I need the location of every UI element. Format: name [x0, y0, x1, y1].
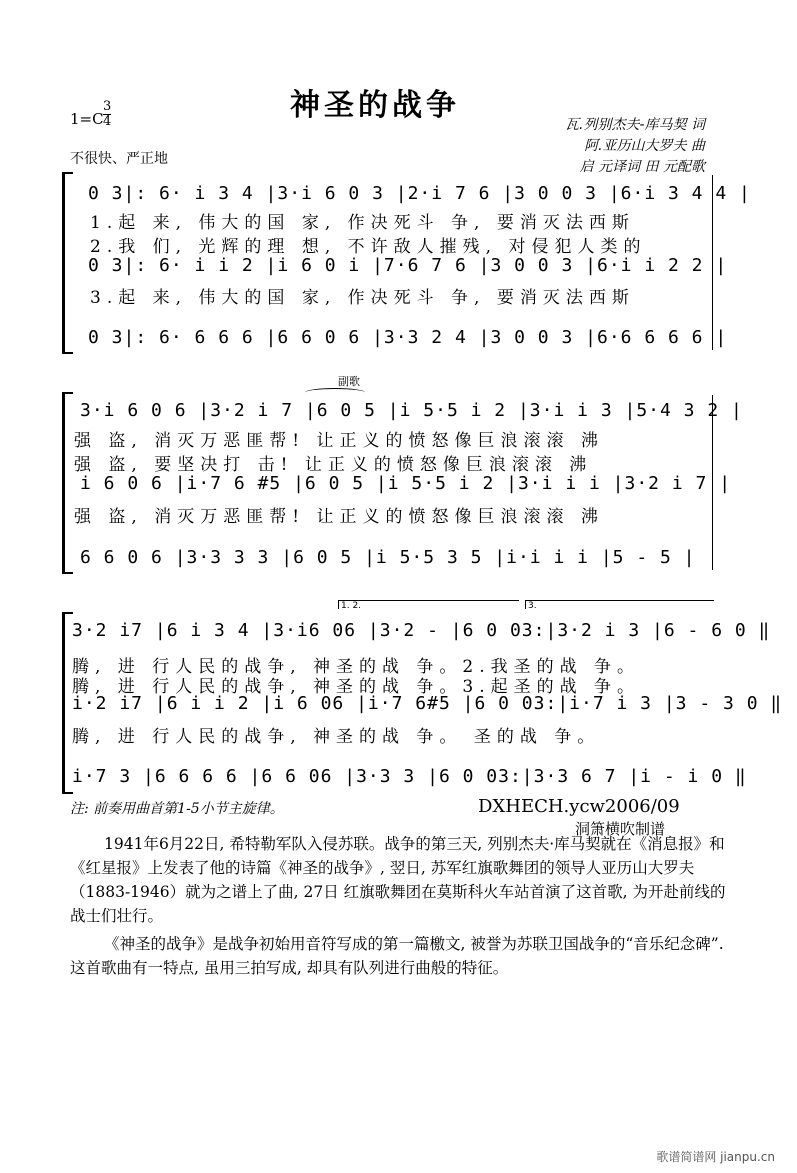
meter-bottom: 4 [103, 114, 112, 129]
s2-bass-notes: 6 6 0 6 |3·3 3 3 |6 0 5 |i 5·5 3 5 |i·i i i |5 - 5 | [80, 547, 696, 568]
ending-1-label: 1. 2. [341, 601, 362, 611]
transcriber-signature: DXHECH.ycw2006/09 [478, 796, 680, 817]
s1-alto-notes: 0 3|: 6· i i 2 |i 6 0 i |7·6 7 6 |3 0 0 3 |6·i i 2 2 | [88, 255, 728, 276]
s3-soprano-notes: 3·2 i7 |6 i 3 4 |3·i6 06 |3·2 - |6 0 03:|3·2 i 3 |6 - 6 0 ‖ [72, 620, 771, 641]
chorus-marking: 副歌 [338, 375, 360, 388]
song-title: 神圣的战争 [290, 88, 460, 123]
s3-lyric-verse1: 腾, 进 行人民的战争, 神圣的战 争。2.我圣的战 争。 [72, 657, 641, 677]
s3-lyric-verse2: 腾, 进 行人民的战争, 神圣的战 争。3.起圣的战 争。 [72, 677, 641, 697]
credit-lyricist: 瓦.列别杰夫-库马契 词 [565, 117, 705, 133]
s2-lyric-verse1: 强 盗, 消灭万恶匪帮! 让正义的愤怒像巨浪滚滚 沸 [74, 431, 604, 451]
credit-composer: 阿.亚历山大罗夫 曲 [584, 138, 705, 154]
site-watermark: 歌谱简谱网 jianpu.cn [656, 1150, 775, 1164]
ending-bracket-1 [338, 600, 519, 609]
s1-soprano-notes: 0 3|: 6· i 3 4 |3·i 6 0 3 |2·i 7 6 |3 0 0 3 |6·i 3 4 4 | [88, 183, 751, 204]
meter-top: 3 [103, 99, 112, 114]
s2-alto-notes: i 6 0 6 |i·7 6 #5 |6 0 5 |i 5·5 i 2 |3·i i i |3·2 i 7 | [80, 473, 732, 494]
s1-lyric-verse1: 1.起 来, 伟大的国 家, 作决死斗 争, 要消灭法西斯 [90, 213, 635, 233]
tempo-marking: 不很快、严正地 [70, 151, 168, 167]
s1-lyric-verse3: 3.起 来, 伟大的国 家, 作决死斗 争, 要消灭法西斯 [90, 288, 635, 308]
ending-bracket-2 [525, 600, 714, 609]
key-signature: 1=C [70, 110, 104, 128]
s2-lyric-verse3: 强 盗, 消灭万恶匪帮! 让正义的愤怒像巨浪滚滚 沸 [74, 507, 604, 527]
s2-soprano-notes: 3·i 6 0 6 |3·2 i 7 |6 0 5 |i 5·5 i 2 |3·i i 3 |5·4 3 2 | [80, 400, 743, 421]
s1-bass-notes: 0 3|: 6· 6 6 6 |6 6 0 6 |3·3 2 4 |3 0 0 3 |6·6 6 6 6 | [88, 327, 728, 348]
credit-translator: 启 元译词 田 元配歌 [579, 159, 705, 175]
footnote: 注: 前奏用曲首第1-5小节主旋律。 [70, 801, 284, 817]
system-1-bracket [62, 172, 73, 354]
slur [305, 388, 365, 397]
s3-bass-notes: i·7 3 |6 6 6 6 |6 6 06 |3·3 3 |6 0 03:|3·3 6 7 |i - i 0 ‖ [72, 766, 747, 787]
ending-2-label: 3. [528, 601, 537, 611]
system-2-bracket [62, 392, 73, 574]
history-paragraph-1: 1941年6月22日, 希特勒军队入侵苏联。战争的第三天, 列别杰夫·库马契就在《消息报》和《红星报》上发表了他的诗篇《神圣的战争》, 翌日, 苏军红旗歌舞团的领导人亚历山大罗夫（1883-1946）就为之谱上了曲, 27日 红旗歌舞团在莫斯科火车站首演了这首歌, 为开赴前线的战士们壮行。 [70, 835, 726, 925]
time-signature [103, 100, 111, 129]
s1-lyric-verse2: 2.我 们, 光辉的理 想, 不许敌人摧残, 对侵犯人类的 [90, 237, 647, 257]
s3-lyric-verse3: 腾, 进 行人民的战争, 神圣的战 争。 圣的战 争。 [72, 727, 601, 747]
s3-alto-notes: i·2 i7 |6 i i 2 |i 6 06 |i·7 6#5 |6 0 03:|i·7 i 3 |3 - 3 0 ‖ [72, 693, 783, 714]
transcriber-name: 洞箫横吹制谱 [575, 820, 666, 838]
s2-lyric-verse2: 强 盗, 要坚决打 击! 让正义的愤怒像巨浪滚滚 沸 [74, 455, 593, 475]
history-paragraph-2: 《神圣的战争》是战争初始用音符写成的第一篇檄文, 被誉为苏联卫国战争的“音乐纪念碑”.这首歌曲有一特点, 虽用三拍写成, 却具有队列进行曲般的特征。 [70, 935, 724, 977]
